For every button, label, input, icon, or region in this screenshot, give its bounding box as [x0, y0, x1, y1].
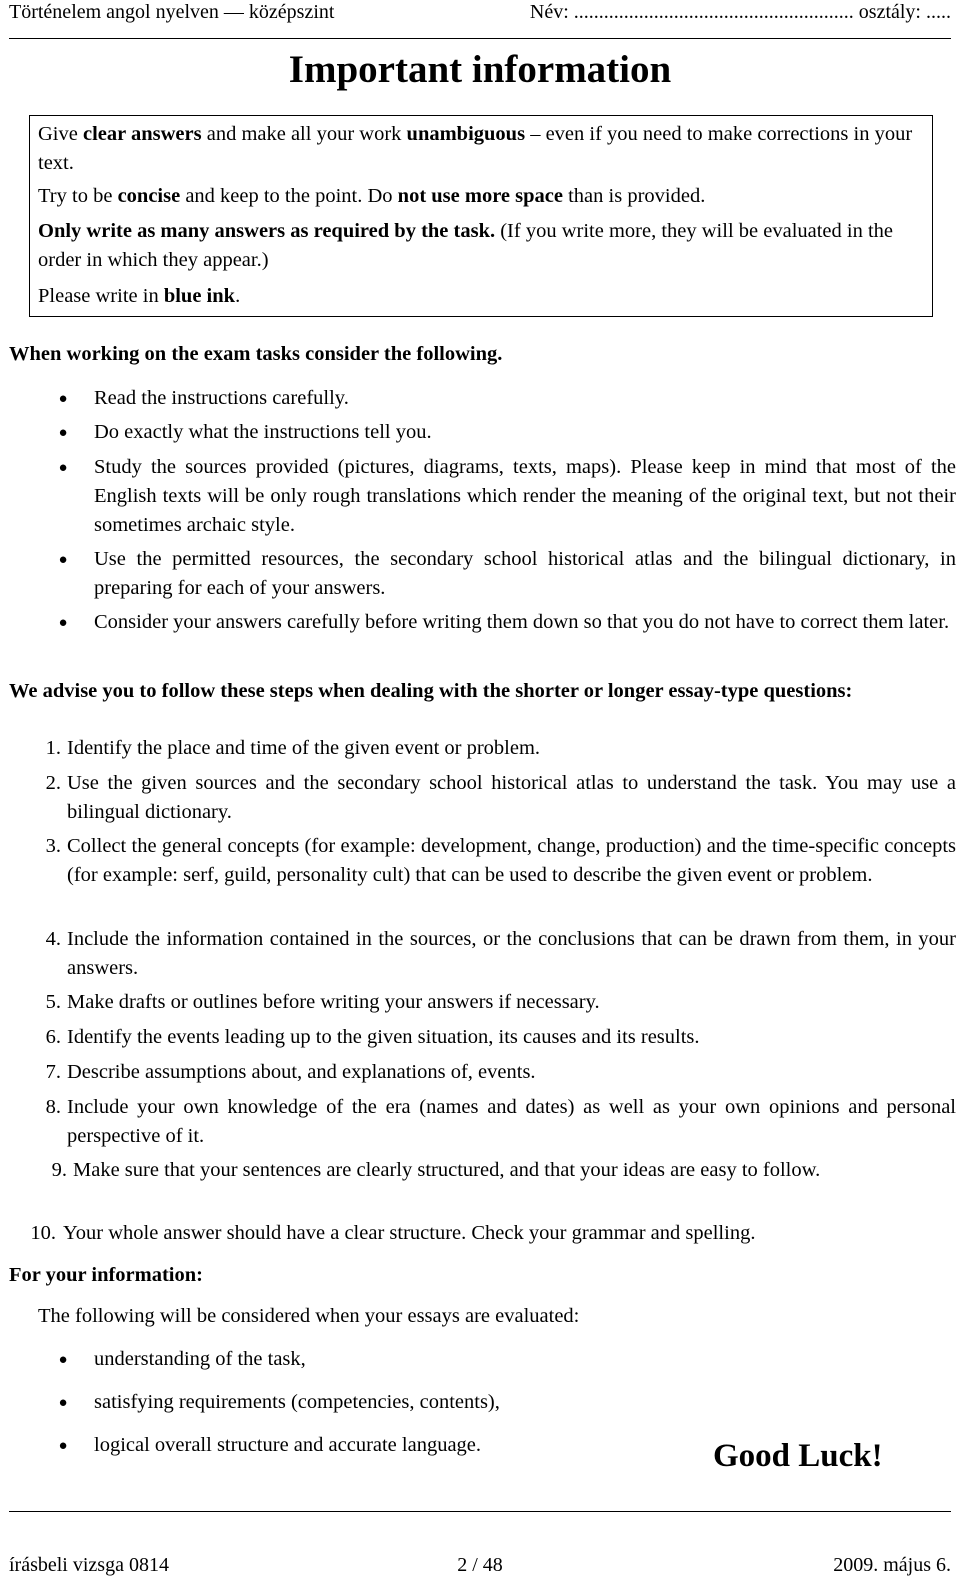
bullet-icon: ● — [58, 1438, 68, 1454]
step-text: Use the given sources and the secondary school historical atlas to understand the task. You may use a bilingual dictionary. — [67, 772, 956, 823]
header-name-class-field[interactable]: Név: ........................................................ osztály: ..... — [529, 1, 951, 23]
bullet-icon: ● — [58, 460, 68, 476]
header-subject: Történelem angol nyelven — középszint — [9, 1, 335, 23]
section-heading-working: When working on the exam tasks consider the following. — [9, 343, 503, 365]
header-rule — [9, 38, 951, 39]
page-title: Important information — [288, 48, 672, 91]
step-text: Your whole answer should have a clear structure. Check your grammar and spelling. — [63, 1222, 756, 1244]
footer-rule — [9, 1511, 951, 1512]
step-number: 3. — [45, 835, 61, 857]
step-number: 5. — [45, 991, 61, 1013]
footer-date: 2009. május 6. — [833, 1554, 951, 1576]
footer-page-number: 2 / 48 — [457, 1554, 503, 1576]
step-text: Describe assumptions about, and explanations of, events. — [67, 1061, 536, 1083]
step-text: Collect the general concepts (for example: development, change, production) and the time-specific concepts (for example: serf, guild, personality cult) that can be used to describe the given event or problem. — [67, 835, 956, 886]
step-text: Make sure that your sentences are clearly structured, and that your ideas are easy to follow. — [73, 1159, 821, 1181]
step-text: Identify the place and time of the given event or problem. — [67, 737, 541, 759]
step-number: 4. — [45, 928, 61, 950]
page-header — [9, 0, 951, 38]
good-luck-text: Good Luck! — [713, 1438, 883, 1474]
list-item: satisfying requirements (competencies, contents), — [94, 1391, 500, 1413]
step-text: Include the information contained in the sources, or the conclusions that can be drawn from them, in your answers. — [67, 928, 956, 979]
box-paragraph-1: Give clear answers and make all your work unambiguous – even if you need to make corrections in your text. — [38, 123, 913, 174]
box-paragraph-2: Try to be concise and keep to the point. Do not use more space than is provided. — [38, 185, 706, 207]
bullet-icon: ● — [58, 1395, 68, 1411]
bullet-icon: ● — [58, 615, 68, 631]
list-item: Study the sources provided (pictures, diagrams, texts, maps). Please keep in mind that most of the English texts will be only rough translations which render the meaning of the original text, but not their sometimes archaic style. — [94, 456, 956, 536]
step-text: Make drafts or outlines before writing your answers if necessary. — [67, 991, 600, 1013]
section-heading-information: For your information: — [9, 1264, 203, 1286]
instructions-box — [29, 115, 933, 317]
list-item: Read the instructions carefully. — [94, 387, 349, 409]
step-number: 1. — [45, 737, 61, 759]
step-number: 7. — [45, 1061, 61, 1083]
bullet-icon: ● — [58, 1352, 68, 1368]
step-number: 10. — [30, 1222, 56, 1244]
box-paragraph-3: Only write as many answers as required by the task. (If you write more, they will be evaluated in the order in which they appear.) — [38, 220, 894, 271]
list-item: Use the permitted resources, the secondary school historical atlas and the bilingual dictionary, in preparing for each of your answers. — [94, 548, 956, 599]
list-item: logical overall structure and accurate language. — [94, 1434, 482, 1456]
list-item: Do exactly what the instructions tell you. — [94, 421, 432, 443]
step-text: Include your own knowledge of the era (names and dates) as well as your own opinions and personal perspective of it. — [67, 1096, 956, 1147]
step-number: 9. — [51, 1159, 67, 1181]
step-text: Identify the events leading up to the given situation, its causes and its results. — [67, 1026, 700, 1048]
information-intro: The following will be considered when your essays are evaluated: — [38, 1305, 580, 1327]
bullet-icon: ● — [58, 425, 68, 441]
bullet-icon: ● — [58, 552, 68, 568]
step-number: 2. — [45, 772, 61, 794]
list-item: understanding of the task, — [94, 1348, 306, 1370]
step-number: 8. — [45, 1096, 61, 1118]
box-paragraph-4: Please write in blue ink. — [38, 285, 241, 307]
step-number: 6. — [45, 1026, 61, 1048]
footer-exam-code: írásbeli vizsga 0814 — [9, 1554, 169, 1576]
bullet-icon: ● — [58, 391, 68, 407]
section-heading-essay-steps: We advise you to follow these steps when dealing with the shorter or longer essay-type questions: — [9, 680, 853, 702]
list-item: Consider your answers carefully before writing them down so that you do not have to correct them later. — [94, 611, 950, 633]
